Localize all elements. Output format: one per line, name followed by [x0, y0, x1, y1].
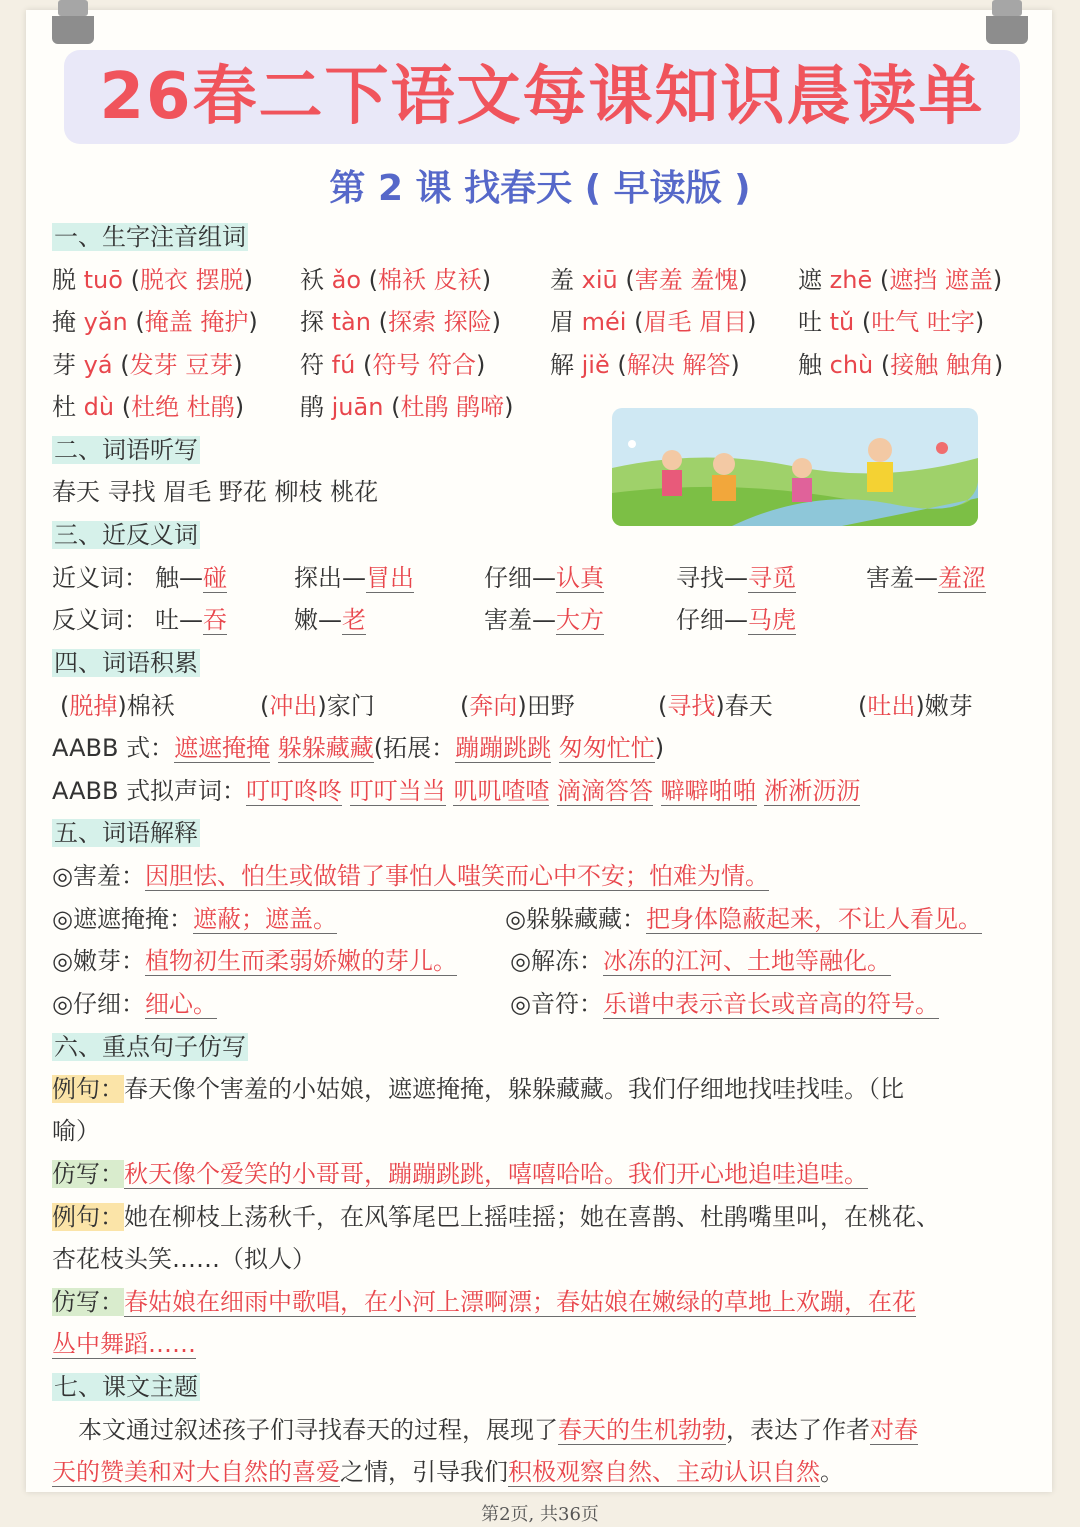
binder-clip-right-icon — [986, 0, 1028, 46]
section-heading-3: 三、近反义词 — [54, 521, 198, 549]
lesson-subtitle: 第 2 课 找春天 ( 早读版 ) — [329, 168, 751, 209]
phrase-pair: (脱掉)棉袄 — [60, 692, 175, 720]
phrase-pair: (冲出)家门 — [260, 692, 375, 720]
antonym-pair: 嫩—老 — [294, 606, 366, 634]
section-heading-1: 一、生字注音组词 — [54, 223, 246, 251]
synonym-pair: 寻找—寻觅 — [676, 564, 796, 592]
section-heading-7: 七、课文主题 — [54, 1373, 198, 1401]
section-heading-6: 六、重点句子仿写 — [54, 1033, 246, 1061]
spring-children-illustration — [612, 408, 978, 526]
imitation-sentence-1: 仿写：秋天像个爱笑的小哥哥，蹦蹦跳跳，嘻嘻哈哈。我们开心地追哇追哇。 — [52, 1160, 868, 1188]
char-entry: 遮 zhē (遮挡 遮盖) — [798, 266, 1003, 294]
example-sentence-2-cont: 杏花枝头笑……（拟人） — [52, 1245, 316, 1273]
char-entry: 袄 ǎo (棉袄 皮袄) — [300, 266, 492, 294]
antonym-pair: 仔细—马虎 — [676, 606, 796, 634]
char-entry: 符 fú (符号 符合) — [300, 351, 486, 379]
char-entry: 芽 yá (发芽 豆芽) — [52, 351, 243, 379]
example-sentence-1-cont: 喻） — [52, 1117, 100, 1145]
dictation-words: 春天 寻找 眉毛 野花 柳枝 桃花 — [52, 478, 379, 506]
antonym-pair: 害羞—大方 — [484, 606, 604, 634]
definition-item: ◎害羞：因胆怯、怕生或做错了事怕人嗤笑而心中不安；怕难为情。 — [52, 862, 769, 890]
phrase-pair: (寻找)春天 — [658, 692, 773, 720]
section-heading-2: 二、词语听写 — [54, 436, 198, 464]
definition-item: ◎躲躲藏藏：把身体隐蔽起来，不让人看见。 — [505, 905, 982, 933]
imitation-sentence-2-cont: 丛中舞蹈…… — [52, 1330, 196, 1358]
synonym-label: 近义词： — [52, 564, 148, 592]
title-banner — [64, 50, 1020, 144]
section-heading-4: 四、词语积累 — [54, 649, 198, 677]
char-entry: 探 tàn (探索 探险) — [300, 308, 501, 336]
phrase-pair: (奔向)田野 — [460, 692, 575, 720]
char-entry: 羞 xiū (害羞 羞愧) — [550, 266, 748, 294]
page-number: 第2页, 共36页 — [481, 1504, 599, 1525]
definition-item: ◎遮遮掩掩：遮蔽；遮盖。 — [52, 905, 337, 933]
char-entry: 杜 dù (杜绝 杜鹃) — [52, 393, 245, 421]
binder-clip-left-icon — [52, 0, 94, 46]
example-sentence-2: 例句：她在柳枝上荡秋千，在风筝尾巴上摇哇摇；她在喜鹊、杜鹃嘴里叫，在桃花、 — [52, 1203, 940, 1231]
char-entry: 触 chù (接触 触角) — [798, 351, 1004, 379]
antonym-label: 反义词： — [52, 606, 148, 634]
example-sentence-1: 例句：春天像个害羞的小姑娘，遮遮掩掩，躲躲藏藏。我们仔细地找哇找哇。（比 — [52, 1075, 904, 1103]
synonym-pair: 害羞—羞涩 — [866, 564, 986, 592]
synonym-pair: 触—碰 — [155, 564, 227, 592]
char-entry: 吐 tǔ (吐气 吐字) — [798, 308, 985, 336]
char-entry: 眉 méi (眉毛 眉目) — [550, 308, 757, 336]
aabb-line: AABB 式：遮遮掩掩 躲躲藏藏(拓展：蹦蹦跳跳 匆匆忙忙) — [52, 734, 665, 762]
phrase-pair: (吐出)嫩芽 — [858, 692, 973, 720]
section-heading-5: 五、词语解释 — [54, 819, 198, 847]
char-entry: 掩 yǎn (掩盖 掩护) — [52, 308, 258, 336]
definition-item: ◎嫩芽：植物初生而柔弱娇嫩的芽儿。 — [52, 947, 457, 975]
imitation-sentence-2: 仿写：春姑娘在细雨中歌唱，在小河上漂啊漂；春姑娘在嫩绿的草地上欢蹦，在花 — [52, 1288, 916, 1316]
char-entry: 脱 tuō (脱衣 摆脱) — [52, 266, 253, 294]
definition-item: ◎音符：乐谱中表示音长或音高的符号。 — [510, 990, 939, 1018]
onomatopoeia-line: AABB 式拟声词：叮叮咚咚 叮叮当当 叽叽喳喳 滴滴答答 噼噼啪啪 淅淅沥沥 — [52, 777, 861, 805]
synonym-pair: 仔细—认真 — [484, 564, 604, 592]
page-title: 26春二下语文每课知识晨读单 — [99, 60, 985, 134]
char-entry: 鹃 juān (杜鹃 鹃啼) — [300, 393, 514, 421]
synonym-pair: 探出—冒出 — [294, 564, 414, 592]
theme-paragraph-line-2: 天的赞美和对大自然的喜爱之情，引导我们积极观察自然、主动认识自然。 — [52, 1458, 844, 1486]
antonym-pair: 吐—吞 — [155, 606, 227, 634]
char-entry: 解 jiě (解决 解答) — [550, 351, 740, 379]
definition-item: ◎解冻：冰冻的江河、土地等融化。 — [510, 947, 891, 975]
theme-paragraph-line-1: 本文通过叙述孩子们寻找春天的过程，展现了春天的生机勃勃，表达了作者对春 — [78, 1416, 918, 1444]
definition-item: ◎仔细：细心。 — [52, 990, 217, 1018]
